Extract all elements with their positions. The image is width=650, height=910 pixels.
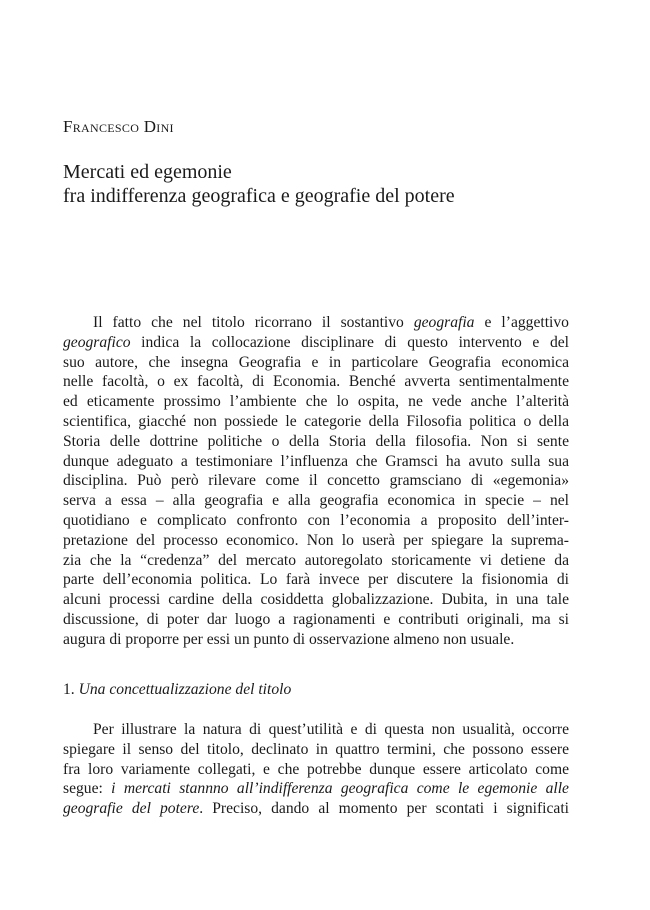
text-run: Per illustrare la natura di quest’utilità e di questa non usualità, occorre — [93, 721, 569, 738]
text-line — [63, 491, 569, 511]
text-line — [63, 432, 569, 452]
chapter-title-line-2: fra indifferenza geografica e geografie del potere — [63, 185, 455, 207]
text-run: fra loro variamente collegati, e che potrebbe dunque essere articolato come — [63, 760, 569, 778]
text-run: e l’aggettivo — [474, 314, 569, 331]
text-run: disciplina. Può però rilevare come il concetto gramsciano di «egemonia» — [63, 472, 569, 490]
text-run: suo autore, che insegna Geografia e in particolare Geografia economica — [63, 353, 569, 371]
author-name: Francesco Dini — [63, 117, 174, 136]
text-run: pretazione del processo economico. Non lo userà per spiegare la suprema- — [63, 531, 569, 549]
text-line — [63, 392, 569, 412]
text-run: zia che la “credenza” del mercato autoregolato storicamente vi detiene da — [63, 551, 569, 569]
text-run: ed eticamente prossimo l’ambiente che lo ospita, ne vede anche l’alterità — [63, 393, 569, 411]
section-number: 1. — [63, 681, 75, 698]
text-run: alcuni processi cardine della cosiddetta globalizzazione. Dubita, in una tale — [63, 591, 569, 609]
italic-text: geografico — [63, 333, 131, 351]
text-line — [63, 610, 569, 630]
text-run: augura di proporre per essi un punto di osservazione almeno non usuale. — [63, 630, 515, 648]
section-title: Una concettualizzazione del titolo — [78, 681, 292, 698]
text-line — [63, 471, 569, 491]
paragraph-intro — [63, 313, 569, 650]
text-run: spiegare il senso del titolo, declinato in quattro termini, che possono essere — [63, 740, 569, 758]
text-line — [63, 333, 569, 353]
text-run: dunque adeguato a testimoniare l’influenza che Gramsci ha avuto sulla sua — [63, 452, 569, 470]
text-run: parte dell’economia politica. Lo farà invece per discutere la fisionomia di — [63, 571, 569, 589]
text-line — [63, 570, 569, 590]
text-line — [63, 313, 569, 333]
text-run: indica la collocazione disciplinare di questo intervento e del — [130, 333, 569, 351]
text-line — [63, 452, 569, 472]
text-line — [63, 353, 569, 373]
text-line — [63, 720, 569, 740]
text-line — [63, 551, 569, 571]
text-run: Il fatto che nel titolo ricorrano il sostantivo — [93, 314, 414, 331]
chapter-title — [63, 160, 623, 208]
italic-text: geografia — [413, 314, 475, 331]
text-line — [63, 630, 569, 650]
text-line — [63, 760, 569, 780]
text-line — [63, 511, 569, 531]
text-run: . Preciso, dando al momento per scontati i significati — [199, 800, 569, 818]
chapter-title-line-1: Mercati ed egemonie — [63, 161, 232, 183]
text-run: segue: — [63, 780, 112, 798]
text-line — [63, 740, 569, 760]
italic-text: geografie del potere — [63, 800, 200, 818]
text-line — [63, 412, 569, 432]
text-run: quotidiano e complicato confronto con l’economia a proposito dell’inter- — [63, 511, 569, 529]
italic-text: i mercati stannno all’indifferenza geografica come le egemonie alle — [111, 780, 569, 798]
text-run: serva a essa – alla geografia e alla geografia economica in specie – nel — [63, 492, 569, 510]
text-line — [63, 779, 569, 799]
text-run: Storia delle dottrine politiche o della Storia della filosofia. Non si sente — [63, 432, 569, 450]
section-heading — [63, 681, 291, 699]
text-line — [63, 372, 569, 392]
text-run: nelle facoltà, o ex facoltà, di Economia. Benché avverta sentimentalmente — [63, 373, 569, 391]
text-line — [63, 799, 569, 819]
paragraph-section-1 — [63, 720, 569, 819]
text-run: scientifica, giacché non possiede le categorie della Filosofia politica o della — [63, 412, 569, 430]
text-line — [63, 531, 569, 551]
text-run: discussione, di poter dar luogo a ragionamenti e contributi originali, ma si — [63, 610, 569, 628]
text-line — [63, 590, 569, 610]
